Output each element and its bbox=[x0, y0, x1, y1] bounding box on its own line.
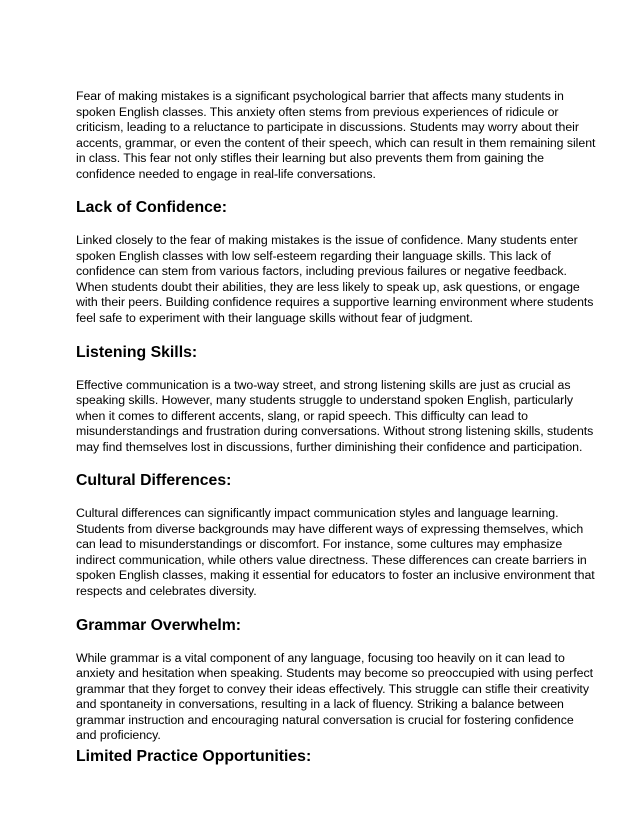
paragraph-line: accents, grammar, or even the content of their speech, which can result in them remaining silent bbox=[76, 135, 596, 150]
paragraph-line: in class. This fear not only stifles their learning but also prevents them from gaining the bbox=[76, 151, 544, 166]
paragraph-line: confidence needed to engage in real-life conversations. bbox=[76, 166, 376, 181]
paragraph-line: Fear of making mistakes is a significant psychological barrier that affects many students in bbox=[76, 89, 564, 103]
section-heading-cultural-differences: Cultural Differences: bbox=[76, 472, 232, 490]
paragraph-line: and proficiency. bbox=[76, 728, 161, 743]
paragraph-line: confidence can stem from various factors, including previous failures or negative feedback. bbox=[76, 264, 567, 279]
section-heading-limited-practice-opportunities: Limited Practice Opportunities: bbox=[76, 747, 312, 765]
paragraph-line: grammar instruction and encouraging natural conversation is crucial for fostering confidence bbox=[76, 712, 574, 727]
document-page bbox=[76, 89, 596, 766]
paragraph-line: Students from diverse backgrounds may have different ways of expressing themselves, which bbox=[76, 521, 584, 536]
paragraph-line: spoken English classes, making it essential for educators to foster an inclusive environment that bbox=[76, 568, 595, 583]
paragraph-line: Linked closely to the fear of making mistakes is the issue of confidence. Many students enter bbox=[76, 233, 578, 248]
paragraph-line: may find themselves lost in discussions, further diminishing their confidence and participation. bbox=[76, 439, 583, 454]
section-paragraph-cultural-differences bbox=[76, 506, 595, 599]
paragraph-line: Cultural differences can significantly impact communication styles and language learning. bbox=[76, 506, 559, 521]
paragraph-line: While grammar is a vital component of any language, focusing too heavily on it can lead to bbox=[76, 650, 565, 665]
section-heading-lack-of-confidence: Lack of Confidence: bbox=[76, 199, 227, 217]
paragraph-line: feel safe to experiment with their language skills without fear of judgment. bbox=[76, 311, 473, 326]
paragraph-line: misunderstandings and frustration during conversations. Without strong listening skills, students bbox=[76, 424, 594, 439]
section-heading-listening-skills: Listening Skills: bbox=[76, 343, 198, 361]
paragraph-line: can lead to misunderstandings or discomfort. For instance, some cultures may emphasize bbox=[76, 537, 563, 552]
paragraph-line: grammar that they forget to convey their ideas effectively. This struggle can stifle their creativity bbox=[76, 681, 589, 696]
paragraph-line: Effective communication is a two-way street, and strong listening skills are just as crucial as bbox=[76, 377, 571, 392]
paragraph-line: When students doubt their abilities, they are less likely to speak up, ask questions, or engage bbox=[76, 279, 580, 294]
section-heading-grammar-overwhelm: Grammar Overwhelm: bbox=[76, 616, 242, 634]
paragraph-line: and spontaneity in conversations, resulting in a lack of fluency. Striking a balance between bbox=[76, 697, 564, 712]
paragraph-line: with their peers. Building confidence requires a supportive learning environment where students bbox=[76, 295, 594, 310]
paragraph-line: when it comes to different accents, slang, or rapid speech. This difficulty can lead to bbox=[76, 408, 528, 423]
section-paragraph-grammar-overwhelm bbox=[76, 650, 593, 744]
intro-paragraph bbox=[76, 89, 596, 182]
paragraph-line: criticism, leading to a reluctance to participate in discussions. Students may worry about their bbox=[76, 120, 579, 135]
paragraph-line: speaking skills. However, many students struggle to understand spoken English, particularly bbox=[76, 393, 574, 408]
paragraph-line: spoken English classes with low self-esteem regarding their language skills. This lack of bbox=[76, 248, 551, 263]
section-paragraph-lack-of-confidence bbox=[76, 233, 594, 326]
paragraph-line: respects and celebrates diversity. bbox=[76, 584, 257, 599]
section-paragraph-listening-skills bbox=[76, 377, 594, 456]
paragraph-line: anxiety and hesitation when speaking. Students may become so preoccupied with using perfect bbox=[76, 666, 593, 681]
paragraph-line: spoken English classes. This anxiety often stems from previous experiences of ridicule or bbox=[76, 104, 559, 119]
paragraph-line: indirect communication, while others value directness. These differences can create barriers in bbox=[76, 552, 587, 567]
